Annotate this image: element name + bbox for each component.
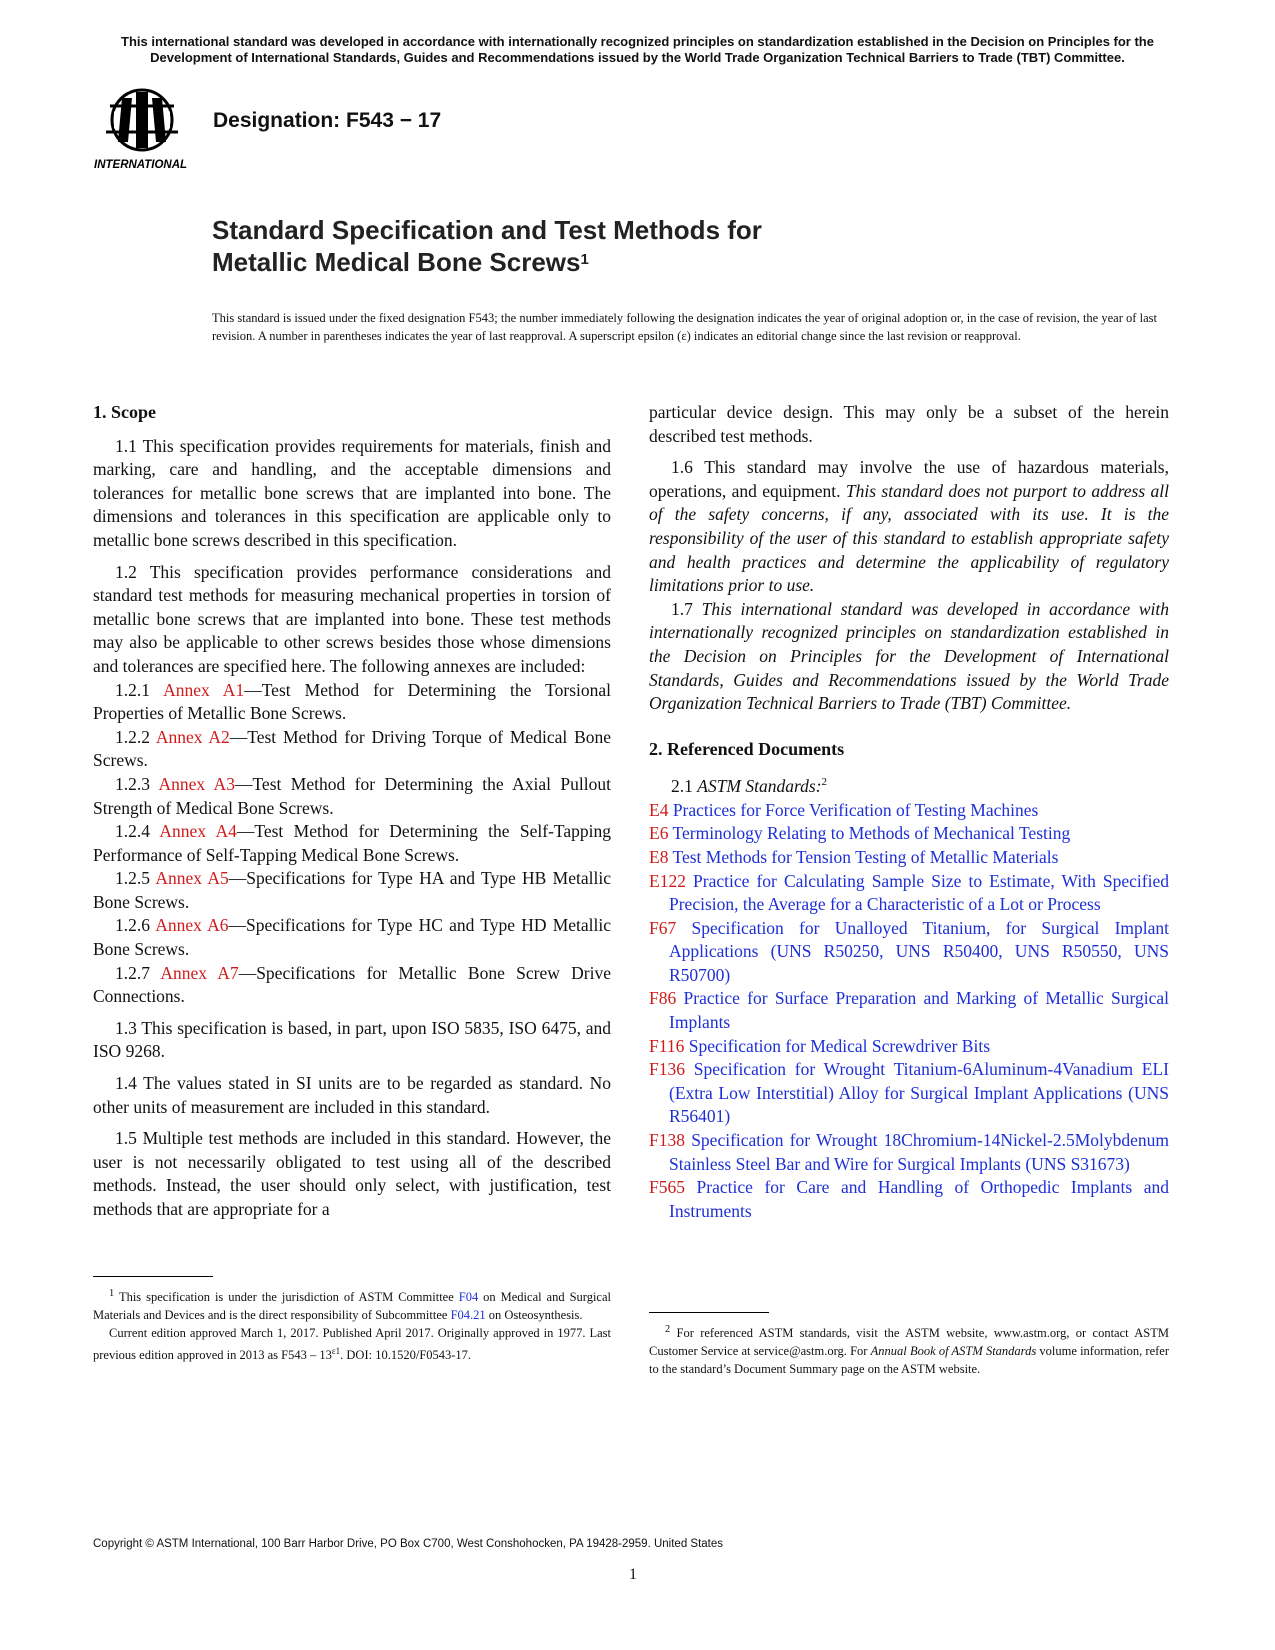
astm-logo-icon (92, 84, 196, 174)
reference-item (649, 987, 1169, 1034)
footnote-rule (649, 1312, 769, 1313)
para-1-3: 1.3 This specification is based, in part, upon ISO 5835, ISO 6475, and ISO 9268. (93, 1017, 611, 1062)
reference-title-link[interactable]: Specification for Unalloyed Titanium, for Surgical Implant Applications (UNS R50250, UNS R50400, UNS R50550, UNS R50700) (669, 917, 1169, 985)
annex-item: 1.2.2 Annex A2—Test Method for Driving Torque of Medical Bone Screws. (93, 726, 612, 771)
title-footnote-mark: 1 (580, 251, 589, 268)
annex-link[interactable]: Annex A2 (155, 726, 230, 747)
footnote-1-block (93, 1276, 611, 1364)
scope-heading: 1. Scope (93, 402, 156, 422)
footnote-1: $^1$ This specification is under the jurisdiction of ASTM Committee F04 on Medical and Surgical Materials and Devices and is the direct responsibility of Subcommittee F04.21 on Osteosynthesis. Current edition approved March 1, 2017. Published April 2017. Originally approved in 1977. Last previous edition approved in 2013 as $F543 - 13^{\varepsilon 1}$. DOI: 10.1520/F0543-17. (93, 1288, 612, 1363)
copyright: Copyright © ASTM International, 100 Barr Harbor Drive, PO Box C700, West Conshohocken, PA 19428-2959. United States (93, 1538, 724, 1550)
logo-text: INTERNATIONAL (94, 159, 188, 171)
reference-code-link[interactable]: F138 (649, 1130, 685, 1151)
footnote-2: $^2$ For referenced ASTM standards, visit the ASTM website, www.astm.org, or contact ASTM Customer Service at service@astm.org. For Annual Book of ASTM Standards volume information, refer to the standard’s Document Summary page on the ASTM website. (649, 1324, 1169, 1377)
left-column (93, 401, 611, 1222)
reference-item (649, 1129, 1169, 1176)
reference-code-link[interactable]: F67 (649, 917, 677, 938)
annex-link[interactable]: Annex A5 (155, 868, 229, 889)
annex-link[interactable]: Annex A7 (160, 962, 239, 983)
reference-code-link[interactable]: E4 (649, 799, 669, 820)
reference-title-link[interactable]: Test Methods for Tension Testing of Metallic Materials (672, 846, 1059, 867)
annex-link[interactable]: Annex A4 (159, 821, 237, 842)
page-number: 1 (629, 1566, 637, 1583)
reference-item (649, 799, 1169, 823)
title-line-1: Standard Specification and Test Methods for (212, 215, 762, 245)
reference-item (649, 1176, 1169, 1223)
link-f04-21[interactable]: F04.21 (450, 1308, 486, 1323)
para-1-6: 1.6 This standard may involve the use of hazardous materials, operations, and equipment. This standard does not purport to address all of the safety concerns, if any, associated with its use. It is the responsibility of the user of this standard to establish appropriate safety and health practices and determine the applicability of regulatory limitations prior to use. (649, 457, 1169, 596)
annex-link[interactable]: Annex A1 (163, 679, 245, 700)
annex-item: 1.2.1 Annex A1—Test Method for Determining the Torsional Properties of Metallic Bone Screws. (93, 679, 611, 724)
reference-code-link[interactable]: F565 (649, 1177, 685, 1198)
reference-title-link[interactable]: Practice for Calculating Sample Size to Estimate, With Specified Precision, the Average for a Characteristic of a Lot or Process (669, 870, 1169, 915)
reference-code-link[interactable]: E6 (649, 823, 669, 844)
para-1-2: 1.2 This specification provides performance considerations and standard test methods for measuring mechanical properties in torsion of metallic bone screws that are implanted into bone. These test methods may also be applicable to other screws besides those whose dimensions and tolerances are specified here. The following annexes are included: (93, 561, 611, 676)
annex-item: 1.2.5 Annex A5—Specifications for Type HA and Type HB Metallic Bone Screws. (93, 868, 611, 912)
reference-code-link[interactable]: E122 (649, 870, 686, 891)
reference-title-link[interactable]: Practice for Care and Handling of Orthopedic Implants and Instruments (669, 1177, 1169, 1221)
para-2-1: 2.1 ASTM Standards:$^2$ (671, 776, 828, 797)
reference-title-link[interactable]: Practices for Force Verification of Testing Machines (672, 799, 1039, 820)
annex-item: 1.2.7 Annex A7—Specifications for Metallic Bone Screw Drive Connections. (93, 962, 612, 1007)
reference-code-link[interactable]: F86 (649, 988, 677, 1009)
referenced-standards-list (649, 799, 1169, 1224)
top-notice: This international standard was developed in accordance with internationally recognized principles on standardization established in the Decision on Principles for the Development of International Standards, Guides and Recommendations issued by the World Trade Organization Technical Barriers to Trade (TBT) Committee. (121, 34, 1154, 65)
footnote-2-block (649, 1312, 1169, 1378)
reference-code-link[interactable]: F136 (649, 1059, 685, 1080)
designation: Designation: F543 − 17 (213, 109, 442, 132)
reference-title-link[interactable]: Specification for Wrought Titanium-6Aluminum-4Vanadium ELI (Extra Low Interstitial) Alloy for Surgical Implant Applications (UNS R56401) (669, 1059, 1169, 1127)
link-f04[interactable]: F04 (458, 1290, 479, 1305)
refdocs-heading: 2. Referenced Documents (649, 738, 845, 759)
issued-note: This standard is issued under the fixed designation F543; the number immediately following the designation indicates the year of original adoption or, in the case of revision, the year of last revision. A number in parentheses indicates the year of last reapproval. A superscript epsilon (ε) indicates an editorial change since the last revision or reapproval. (212, 311, 1157, 343)
right-column (649, 401, 1169, 1223)
para-1-7: 1.7 This international standard was developed in accordance with internationally recognized principles on standardization established in the Decision on Principles for the Development of International Standards, Guides and Recommendations issued by the World Trade Organization Technical Barriers to Trade (TBT) Committee. (649, 598, 1170, 714)
para-1-1: 1.1 This specification provides requirements for materials, finish and marking, care and handling, and the acceptable dimensions and tolerances for metallic bone screws that are implanted into bone. The dimensions and tolerances in this specification are applicable only to metallic bone screws described in this specification. (93, 435, 611, 550)
astm-logo (92, 84, 196, 174)
reference-item (649, 870, 1169, 917)
annex-link[interactable]: Annex A6 (155, 915, 229, 936)
reference-title-link[interactable]: Practice for Surface Preparation and Marking of Metallic Surgical Implants (669, 988, 1169, 1033)
reference-item (649, 1035, 1169, 1059)
para-1-5: 1.5 Multiple test methods are included in this standard. However, the user is not necessarily obligated to test using all of the described methods. Instead, the user should only select, with justification, test methods that are appropriate for a (93, 1128, 611, 1219)
footnote-rule (93, 1276, 213, 1277)
reference-title-link[interactable]: Specification for Medical Screwdriver Bits (688, 1035, 991, 1056)
annex-list (93, 679, 611, 1009)
reference-item (649, 846, 1169, 870)
para-1-5-continued: particular device design. This may only be a subset of the herein described test methods. (649, 402, 1169, 446)
reference-title-link[interactable]: Terminology Relating to Methods of Mechanical Testing (672, 823, 1071, 844)
annex-item: 1.2.3 Annex A3—Test Method for Determining the Axial Pullout Strength of Medical Bone Screws. (93, 773, 611, 818)
title-line-2: Metallic Medical Bone Screws$^1$ (212, 247, 589, 277)
reference-item (649, 917, 1169, 988)
document-title (212, 214, 762, 278)
annex-item: 1.2.6 Annex A6—Specifications for Type HC and Type HD Metallic Bone Screws. (93, 915, 611, 960)
reference-code-link[interactable]: F116 (649, 1035, 685, 1056)
annex-link[interactable]: Annex A3 (158, 773, 235, 794)
annex-item: 1.2.4 Annex A4—Test Method for Determining the Self-Tapping Performance of Self-Tapping Medical Bone Screws. (93, 821, 611, 865)
para-1-4: 1.4 The values stated in SI units are to be regarded as standard. No other units of measurement are included in this standard. (93, 1073, 611, 1117)
reference-title-link[interactable]: Specification for Wrought 18Chromium-14Nickel-2.5Molybdenum Stainless Steel Bar and Wire for Surgical Implants (UNS S31673) (669, 1130, 1169, 1174)
reference-code-link[interactable]: E8 (649, 846, 669, 867)
reference-item (649, 1058, 1169, 1129)
reference-item (649, 822, 1169, 846)
